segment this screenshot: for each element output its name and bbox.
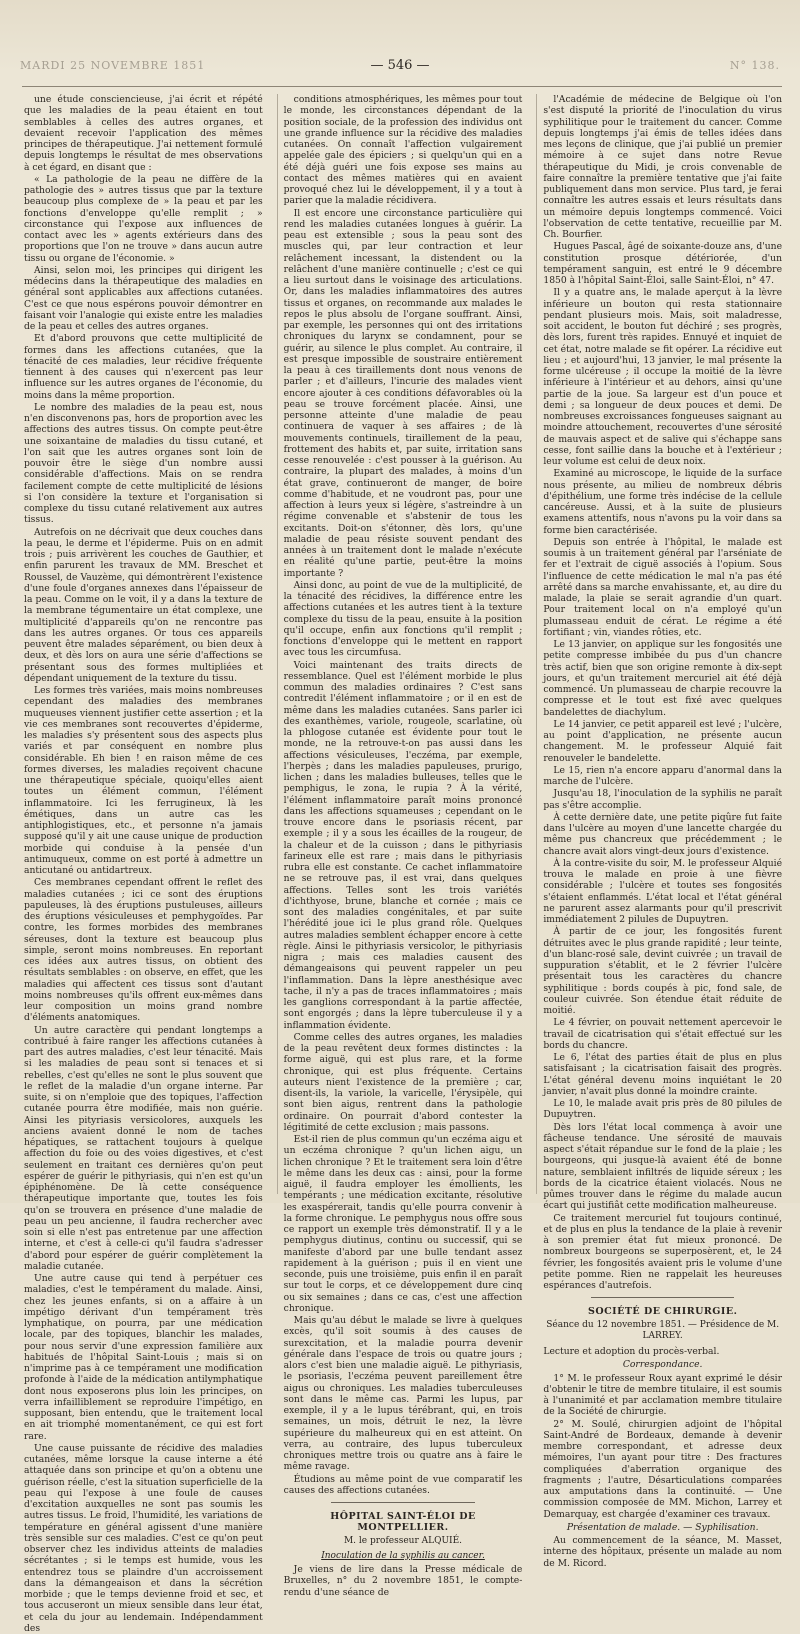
paragraph: l'Académie de médecine de Belgique où l'on s'est disputé la priorité de l'inoculation du virus syphilitique pour le traitement du cancer. Comme depuis longtemps j'ai émis de telles idées dans mes leçons de clinique, que j'ai publié un premier mémoire à ce sujet dans notre Revue thérapeutique du Midi, je crois convenable de faire connaître la première tentative que j'ai faite publiquement dans mon service. Plus tard, je ferai connaître les autres essais et leurs résultats dans un mémoire depuis longtemps commencé. Voici l'observation de cette tentative, recueillie par M. Ch. Bourfier. xyxy=(543,94,783,240)
presentation-heading: Présentation de malade. — Syphilisation. xyxy=(566,1521,759,1533)
section-divider xyxy=(591,1297,734,1298)
hospital-intro: Je viens de lire dans la Presse médicale de Bruxelles, n° du 2 novembre 1851, le compte-rendu d'une séance de xyxy=(283,1564,523,1598)
paragraph: Ces membranes cependant offrent le reflet des maladies cutanées ; ici ce sont des éruptions papuleuses, là des éruptions pustuleuses, ailleurs des éruptions vésiculeuses et pemphygoïdes. Par contre, les formes morbides des membranes séreuses, dont la texture est beaucoup plus simple, seront moins nombreuses. En reportant ces idées aux autres tissus, on obtient des résultats semblables : on observe, en effet, que les maladies qui affectent ces tissus sont d'autant moins nombreuses qu'ils offrent eux-mêmes dans leur composition un moins grand nombre d'éléments anatomiques. xyxy=(24,877,263,1024)
correspondence-item: 1° M. le professeur Roux ayant exprimé le désir d'obtenir le titre de membre titulaire, il est soumis à l'unanimité et par acclamation membre titulaire de la Société de chirurgie. xyxy=(543,1372,783,1418)
paragraph: Le 13 janvier, on applique sur les fongosités une petite compresse imbibée du pus d'un chancre très actif, bien que son origine remonte à dix-sept jours, et qu'un traitement mercuriel ait été déjà commencé. Un plumasseau de charpie recouvre la compresse et le tout est fixé avec quelques bandelettes de diachylum. xyxy=(543,639,783,718)
text-columns xyxy=(24,94,783,1634)
paragraph: Le 15, rien n'a encore apparu d'anormal dans la marche de l'ulcère. xyxy=(543,764,783,787)
paragraph: Le 10, le malade avait pris près de 80 pilules de Dupuytren. xyxy=(543,1098,783,1121)
correspondence-item: 2° M. Soulé, chirurgien adjoint de l'hôpital Saint-André de Bordeaux, demande à devenir membre correspondant, et adresse deux mémoires, l'un ayant pour titre : Des fractures compliquées d'aberration organique des fragments ; l'autre, Désarticulations comparées aux amputations dans la continuité. — Une commission composée de MM. Michon, Larrey et Demarquay, est chargée d'examiner ces travaux. xyxy=(543,1418,783,1520)
paragraph: Ce traitement mercuriel fut toujours continué, et de plus en plus la tendance de la plaie à revenir à son premier état fut mieux prononcé. De nombreux bourgeons se superposèrent, et, le 24 février, les fongosités avaient pris le volume d'une petite pomme. Rien ne rappelait les heureuses espérances d'autrefois. xyxy=(543,1212,783,1291)
society-reading: Lecture et adoption du procès-verbal. xyxy=(543,1346,720,1357)
paragraph: Comme celles des autres organes, les maladies de la peau revêtent deux formes distinctes : la forme aiguë, qui est plus rare, et la forme chronique, qui est plus fréquente. Certains auteurs nient l'existence de la première ; car, disent-ils, la variole, la varicelle, l'érysipèle, qui sont bien aigus, rentrent dans la pathologie ordinaire. On pourrait d'abord contester la légitimité de cette exclusion ; mais passons. xyxy=(283,1031,523,1133)
paragraph: Depuis son entrée à l'hôpital, le malade est soumis à un traitement général par l'arséniate de fer et l'extrait de ciguë associés à l'opium. Sous l'influence de cette médication le mal n'a pas été arrêté dans sa marche envahissante, et, au dire du malade, la plaie se serait agrandie d'un quart. Pour traitement local on n'a employé qu'un plumasseau enduit de cérat. Le régime a été fortifiant ; vin, viandes rôties, etc. xyxy=(543,536,783,638)
paragraph: À partir de ce jour, les fongosités furent détruites avec le plus grande rapidité ; leur teinte, d'un blanc-rosé sale, devint cuivrée ; un travail de suppuration s'établit, et le 2 février l'ulcère présentait tous les caractères du chancre syphilitique : bords coupés à pic, fond sale, de couleur cuivrée. Son étendue était réduite de moitié. xyxy=(543,926,783,1016)
paragraph: Une cause puissante de récidive des maladies cutanées, même lorsque la cause interne a été attaquée dans son principe et qu'on a obtenu une guérison réelle, c'est la situation superficielle de la peau qui l'expose à une foule de causes d'excitation auxquelles ne sont pas soumis les autres tissus. Le froid, l'humidité, les variations de température en général agissent d'une manière très sensible sur ces maladies. C'est ce qu'on peut observer chez les individus atteints de maladies sécrétantes ; si le temps est humide, vous les entendrez tous se plaindre d'un accroissement dans la démangeaison et dans la sécrétion morbide ; que le temps devienne froid et sec, et tous accuseront un mieux sensible dans leur état, et cela du jour au lendemain. Indépendamment des xyxy=(24,1442,263,1634)
section-divider xyxy=(331,1502,474,1503)
society-session: Séance du 12 novembre 1851. — Présidence de M. LARREY. xyxy=(546,1319,780,1341)
society-title: SOCIÉTÉ DE CHIRURGIE. xyxy=(587,1306,738,1318)
hospital-title: HÔPITAL SAINT-ÉLOI DE MONTPELLIER. xyxy=(330,1511,476,1534)
paragraph: Le 6, l'état des parties était de plus en plus satisfaisant ; la cicatrisation faisait des progrès. L'état général devenu moins inquiétant le 20 janvier, n'avait plus donné la moindre crainte. xyxy=(543,1052,783,1097)
paragraph: Une autre cause qui tend à perpétuer ces maladies, c'est le tempérament du malade. Ainsi, chez les jeunes enfants, si on a affaire à un impétigo dérivant d'un tempérament très lymphatique, on pourra, par une médication locale, par des topiques, blanchir les malades, pour nous servir d'une expression familière aux habitués de l'hôpital Saint-Louis ; mais si on n'imprime pas à ce tempérament une modification profonde à l'aide de la médication antilymphatique dont nous exposerons plus loin les principes, on verra infailliblement se reproduire l'impétigo, en supposant, bien entendu, que le traitement local en ait triomphé momentanément, ce qui est fort rare. xyxy=(24,1273,263,1442)
correspondence-heading: Correspondance. xyxy=(622,1359,703,1371)
paragraph: Il y a quatre ans, le malade aperçut à la lèvre inférieure un bouton qui resta stationnaire pendant plusieurs mois. Mais, soit maladresse, soit accident, le bouton fut déchiré ; ses progrès, dès lors, furent très rapides. Ennuyé et inquiet de cet état, notre malade se fit opérer. La récidive eut lieu ; et aujourd'hui, 13 janvier, le mal présente la forme ulcéreuse ; il occupe la moitié de la lèvre inférieure à l'intérieur et au dehors, ainsi qu'une partie de la joue. Sa largeur est d'un pouce et demi ; sa longueur de deux pouces et demi. De nombreuses excroissances fongueuses saignant au moindre attouchement, recouvertes d'une sérosité de mauvais aspect et de salive qui s'échappe sans cesse, font saillie dans la bouche et à l'extérieur ; leur volume est celui de deux noix. xyxy=(543,287,783,467)
paragraph: Le 14 janvier, ce petit appareil est levé ; l'ulcère, au point d'application, ne présente aucun changement. M. le professeur Alquié fait renouveler le bandelette. xyxy=(543,718,783,764)
paragraph: À cette dernière date, une petite piqûre fut faite dans l'ulcère au moyen d'une lancette chargée du même pus chancreux que précédemment ; le chancre avait alors vingt-deux jours d'existence. xyxy=(543,811,783,857)
paragraph: Il est encore une circonstance particulière qui rend les maladies cutanées longues à guérir. La peau est extensible ; sous la peau sont des muscles qui, par leur contraction et leur relâchement incessant, la distendent ou la relâchent d'une manière continuelle ; c'est ce qui a lieu surtout dans le voisinage des articulations. Or, dans les maladies inflammatoires des autres tissus et organes, on recommande aux malades le repos le plus absolu de l'organe souffrant. Ainsi, par exemple, les personnes qui ont des irritations chroniques du larynx se condamnent, pour se guérir, au silence le plus complet. Au contraire, il est presque impossible de soustraire entièrement la peau à ces tiraillements dont nous venons de parler ; et d'ailleurs, l'incurie des malades vient encore ajouter à ces conditions défavorables où la peau se trouve forcément placée. Ainsi, une personne atteinte d'une maladie de peau continuera de vaquer à ses affaires ; de là mouvements continuels, tiraillement de la peau, frottement des habits et, par suite, irritation sans cesse renouvelée : c'est pousser à la guérison. Au contraire, la plupart des malades, à moins d'un état grave, continueront de manger, de boire comme d'habitude, et ne voudront pas, pour une affection à leurs yeux si légère, s'astreindre à un régime convenable et s'abstenir de tous les excitants. Doit-on s'étonner, dès lors, qu'une maladie de peau résiste souvent pendant des années à un traitement dont le malade n'exécute en réalité qu'une partie, peut-être la moins importante ? xyxy=(283,207,523,579)
paragraph: Hugues Pascal, âgé de soixante-douze ans, d'une constitution prosque détériorée, d'un tempérament sanguin, est entré le 9 décembre 1850 à l'hôpital Saint-Éloi, salle Saint-Éloi, n° 47. xyxy=(543,241,783,286)
paragraph: Étudions au même point de vue comparatif les causes des affections cutanées. xyxy=(283,1473,523,1496)
column-middle xyxy=(277,94,523,1598)
page-number: — 546 — xyxy=(370,57,430,73)
page-header xyxy=(20,52,780,78)
paragraph: conditions atmosphériques, les mêmes pour tout le monde, les circonstances dépendant de la position sociale, de la profession des individus ont une grande influence sur la récidive des maladies cutanées. On connaît l'affection vulgairement appelée gale des épiciers ; si quelqu'un qui en a été déjà guéri une fois expose ses mains au contact des mêmes matières qui en avaient provoqué chez lui le développement, il y a tout à parier que la maladie récidivera. xyxy=(283,94,523,207)
hospital-professor: M. le professeur ALQUIÉ. xyxy=(343,1535,463,1546)
paragraph: Le nombre des maladies de la peau est, nous n'en disconvenons pas, hors de proportion avec les affections des autres tissus. On compte peut-être une soixantaine de maladies du tissu cutané, et l'on sait que les autres organes sont loin de pouvoir être le siège d'un nombre aussi considérable d'affections. Mais on se rendra facilement compte de cette multiplicité de lésions si l'on considère la texture et l'organisation si complexe du tissu cutané relativement aux autres tissus. xyxy=(24,401,263,526)
running-head-left: MARDI 25 NOVEMBRE 1851 xyxy=(20,58,206,72)
paragraph: Mais qu'au début le malade se livre à quelques excès, qu'il soit soumis à des causes de surexcitation, et la maladie pourra devenir générale dans l'espace de trois ou quatre jours ; alors c'est bien une maladie aiguë. Le pithyriasis, le psoriasis, l'eczéma peuvent pareillement être aigus ou chroniques. Les maladies tuberculeuses sont dans le même cas. Parmi les lupus, par exemple, il y a le lupus térébrant, qui, en trois semaines, un mois, détruit le nez, la lèvre supérieure du malheureux qui en est atteint. On verra, au contraire, des lupus tuberculeux chroniques mettre trois ou quatre ans à faire le même ravage. xyxy=(283,1315,523,1473)
paragraph: Ainsi, selon moi, les principes qui dirigent les médecins dans la thérapeutique des maladies en général sont applicables aux affections cutanées. C'est ce que nous espérons pouvoir démontrer en faisant voir l'analogie qui existe entre les maladies de la peau et celles des autres organes. xyxy=(24,264,263,332)
paragraph: Autrefois on ne décrivait que deux couches dans la peau, le derme et l'épiderme. Puis on en admit trois ; puis arrivèrent les couches de Gauthier, et enfin parurent les travaux de MM. Breschet et Roussel, de Vauzème, qui démontrèrent l'existence d'une foule d'organes annexes dans l'épaisseur de la peau. Comme on le voit, il y a dans la texture de la membrane tégumentaire un état complexe, une multiplicité d'appareils qu'on ne rencontre pas dans les autres organes. Or tous ces appareils peuvent être malades séparément, ou bien deux à deux, et dès lors on aura une série d'affections se présentant sous des formes multipliées et dépendant uniquement de la texture du tissu. xyxy=(24,526,263,684)
paragraph: Un autre caractère qui pendant longtemps a contribué à faire ranger les affections cutanées à part des autres maladies, c'est leur ténacité. Mais si les maladies de peau sont si tenaces et si rebelles, c'est qu'elles ne sont le plus souvent que le reflet de la maladie d'un organe interne. Par suite, si on n'emploie que des topiques, l'affection cutanée pourra être modifiée, mais non guérie. Ainsi les pityriasis versicolores, auxquels les anciens avaient donné le nom de taches hépatiques, se rattachent toujours à quelque affection du foie ou des voies digestives, et c'est seulement en traitant ces dernières qu'on peut espérer de guérir le pithyriasis, qui n'en est qu'un épiphénomène. De là cette conséquence thérapeutique importante que, toutes les fois qu'on se trouvera en présence d'une maladie de peau un peu ancienne, il faudra rechercher avec soin si elle n'est pas entretenue par une affection interne, et c'est à celle-ci qu'il faudra s'adresser d'abord pour espérer de guérir complètement la maladie cutanée. xyxy=(24,1024,263,1272)
presentation-text: Au commencement de la séance, M. Masset, interne des hôpitaux, présente un malade au nom de M. Ricord. xyxy=(543,1535,783,1569)
paragraph: À la contre-visite du soir, M. le professeur Alquié trouva le malade en proie à une fièvre considérable ; l'ulcère et toutes ses fongosités s'étaient enflammés. L'état local et l'état général ne parurent assez alarmants pour qu'il prescrivit immédiatement 2 pilules de Dupuytren. xyxy=(543,857,783,925)
paragraph: Jusqu'au 18, l'inoculation de la syphilis ne paraît pas s'être accomplie. xyxy=(543,788,783,811)
paragraph: Voici maintenant des traits directs de ressemblance. Quel est l'élément morbide le plus commun des maladies ordinaires ? C'est sans contredit l'élément inflammatoire ; or il en est de même dans les maladies cutanées. Sans parler ici des exanthèmes, variole, rougeole, scarlatine, où la phlogose cutanée est évidente pour tout le monde, ne la retrouve-t-on pas aussi dans les affections vésiculeuses, l'eczéma, par exemple, l'herpès ; dans les maladies papuleuses, prurigo, lichen ; dans les maladies bulleuses, telles que le pemphigus, le zona, le rupia ? À la vérité, l'élément inflammatoire paraît moins prononcé dans les affections squameuses ; cependant on le trouve encore dans le psoriasis récent, par exemple ; il y a sous les écailles de la rougeur, de la chaleur et de la cuisson ; dans le pithyriasis farineux elle est rare ; mais dans le pithyriasis rubra elle est constante. Ce cachet inflammatoire ne se retrouve pas, il est vrai, dans quelques affections. Telles sont les trois variétés d'ichthyose, brune, blanche et cornée ; mais ce sont des maladies congénitales, et par suite l'hérédité joue ici le plus grand rôle. Quelques autres maladies semblent échapper encore à cette règle. Ainsi le pithyriasis versicolor, le pithyriasis nigra ; mais ces maladies causent des démangeaisons qui peuvent rappeler un peu l'inflammation. Dans la lèpre anesthésique avec tache, il n'y a pas de traces inflammatoires ; mais les ganglions correspondant à la partie affectée, sont engorgés ; dans la lèpre tuberculeuse il y a inflammation évidente. xyxy=(283,659,523,1031)
paragraph: Dès lors l'état local commença à avoir une fâcheuse tendance. Une sérosité de mauvais aspect s'était répandue sur le fond de la plaie ; les bourgeons, qui jusque-là avaient été de bonne nature, semblaient infiltrés de liquide séreux ; les bords de la cicatrice étaient violacés. Nous ne pûmes trouver dans le régime du malade aucun écart qui justifiât cette modification malheureuse. xyxy=(543,1121,783,1212)
paragraph: Examiné au microscope, le liquide de la surface nous présente, au milieu de nombreux débris d'épithélium, une forme très indécise de la cellule cancéreuse. Aussi, et à la suite de plusieurs examens attentifs, nous n'avons pu la voir dans sa forme bien caractérisée. xyxy=(543,468,783,536)
paragraph: « La pathologie de la peau ne diffère de la pathologie des » autres tissus que par la texture beaucoup plus complexe de » la peau et par les fonctions d'enveloppe qu'elle remplit ; » circonstance qui l'expose aux influences de contact avec les » agents extérieurs dans des proportions que l'on ne trouve » dans aucun autre tissu ou organe de l'économie. » xyxy=(24,173,263,264)
column-right xyxy=(536,94,783,1569)
paragraph: une étude consciencieuse, j'ai écrit et répété que les maladies de la peau étaient en tout semblables à celles des autres organes, et devaient recevoir l'application des mêmes principes de thérapeutique. J'ai nettement formulé depuis longtemps le résultat de mes observations à cet égard, en disant que : xyxy=(24,94,263,173)
paragraph: Et d'abord prouvons que cette multiplicité de formes dans les affections cutanées, que la ténacité de ces maladies, leur récidive fréquente tiennent à des causes qui n'exercent pas leur influence sur les autres organes de l'économie, du moins dans la même proportion. xyxy=(24,333,263,401)
paragraph: Ainsi donc, au point de vue de la multiplicité, de la ténacité des récidives, la différence entre les affections cutanées et les autres tient à la texture complexe du tissu de la peau, ensuite à la position qu'il occupe, enfin aux fonctions qu'il remplit ; fonctions d'enveloppe qui le mettent en rapport avec tous les circumfusa. xyxy=(283,579,523,659)
hospital-heading: Inoculation de la syphilis au cancer. xyxy=(321,1550,485,1561)
paragraph: Les formes très variées, mais moins nombreuses cependant des maladies des membranes muqueuses viennent justifier cette assertion ; et la vie ces membranes sont recouvertes d'épiderme, les maladies s'y présentent sous des aspects plus variés et par conséquent en nombre plus considérable. Eh bien ! en raison même de ces formes diverses, les maladies reçoivent chacune une thérapeutique spéciale, quoiqu'elles aient toutes un élément commun, l'élément inflammatoire. Ici les ferrugineux, là les émétiques, dans un autre cas les antiphlogistiques, etc., et personne n'a jamais supposé qu'il y ait une cause unique de production morbide qui conduise à la pensée d'un antimuqueux, comme on est porté à admettre un anticutané ou antidartreux. xyxy=(24,685,263,876)
column-left xyxy=(24,94,263,1634)
paragraph: Le 4 février, on pouvait nettement apercevoir le travail de cicatrisation qui s'était effectué sur les bords du chancre. xyxy=(543,1017,783,1051)
paragraph: Est-il rien de plus commun qu'un eczéma aigu et un eczéma chronique ? qu'un lichen aigu, un lichen chronique ? Et le traitement sera loin d'être le même dans les deux cas : ainsi, pour la forme aiguë, il faudra employer les émollients, les tempérants ; une médication excitante, résolutive les exaspérerait, tandis qu'elle pourra convenir à la forme chronique. Le pemphygus nous offre sous ce rapport un exemple très démonstratif. Il y a le pemphygus diutinus, continu ou successif, qui se manifeste d'abord par une bulle tendant assez rapidement à la guérison ; puis il en vient une seconde, puis une troisième, puis enfin il en paraît sur tout le corps, et ce développement dure cinq ou six semaines ; dans ce cas, c'est une affection chronique. xyxy=(283,1134,523,1314)
correspondence-list xyxy=(543,1373,782,1520)
running-head-right: N° 138. xyxy=(729,58,780,72)
header-rule xyxy=(22,86,782,87)
